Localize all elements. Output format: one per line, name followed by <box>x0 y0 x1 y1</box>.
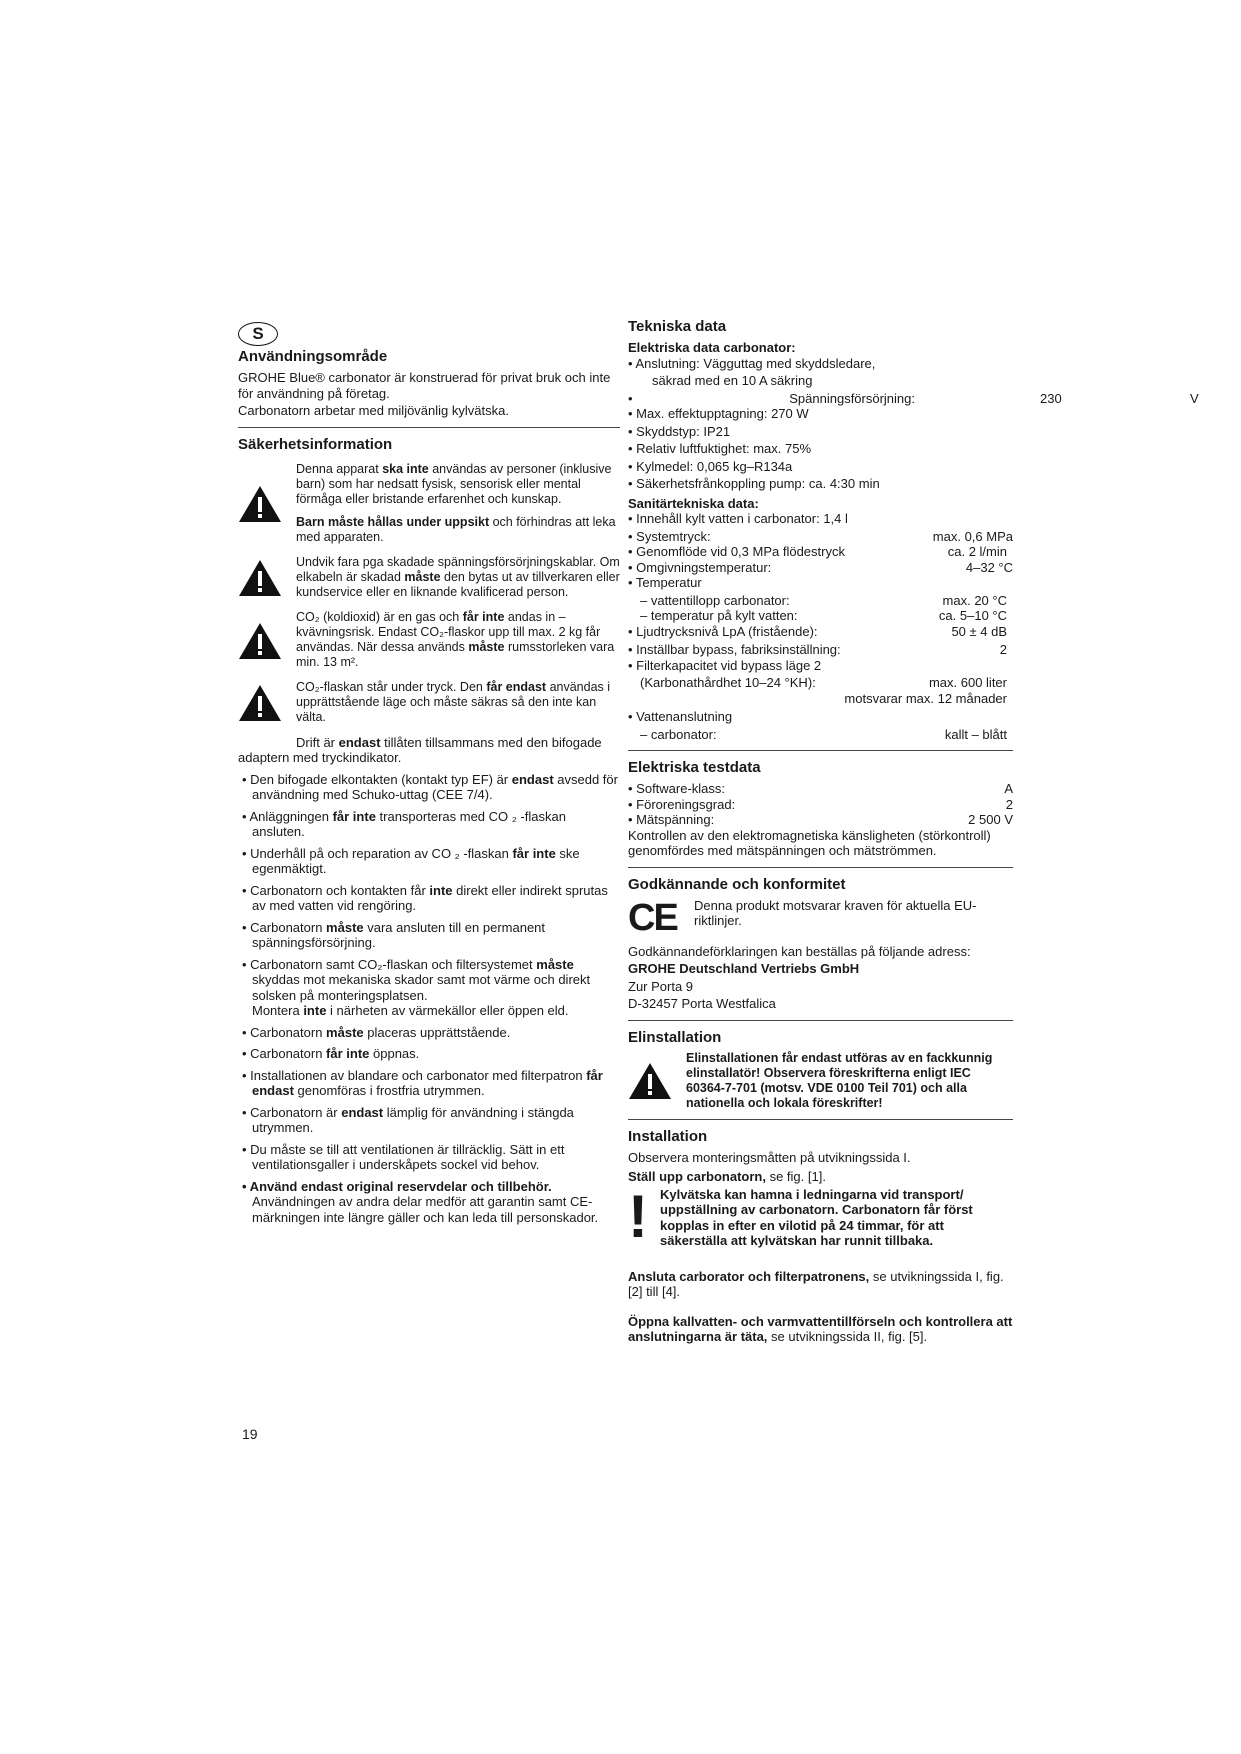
warning-block: CO₂-flaskan står under tryck. Den får endast användas i upprättstående läge och måste säkras så den inte kan välta. <box>238 680 620 727</box>
section-title-tech: Tekniska data <box>628 318 727 335</box>
spec-row: – vattentillopp carbonator: max. 20 °C <box>640 592 1007 608</box>
warning-block: Denna apparat ska inte användas av personer (inklusive barn) som har nedsatt fysisk, sensorisk eller mental förmåga eller bristande erfarenhet och kunskap. Barn måste hållas under uppsikt och förhindras att leka med apparaten. <box>238 462 620 547</box>
spec-row: • Spänningsförsörjning: 230 V <box>628 390 1199 406</box>
warning-block: Elinstallationen får endast utföras av en fackkunnig elinstallatör! Observera föreskrifterna enligt IEC 60364-7-701 (motsv. VDE 0100 Teil 701) och alla nationella och lokala föreskrifter! <box>628 1051 1013 1111</box>
spec-row: • Inställbar bypass, fabriksinställning: 2 <box>628 642 1007 657</box>
spec-line: • Temperatur <box>628 575 702 590</box>
section-title-installation: Installation <box>628 1127 708 1145</box>
spec-line: • Max. effektupptagning: 270 W <box>628 406 809 421</box>
address-line: Zur Porta 9 <box>628 978 694 994</box>
list-item: • Carbonatorn är endast lämplig för användning i stängda utrymmen. <box>242 1104 574 1135</box>
list-item: • Carbonatorn och kontakten får inte direkt eller indirekt sprutas av med vatten vid rengöring. <box>242 882 608 913</box>
section-title-safety: Säkerhetsinformation <box>238 435 393 453</box>
paragraph: GROHE Blue® carbonator är konstruerad för privat bruk och inte för användning på företag. <box>238 370 611 401</box>
spec-line: • Filterkapacitet vid bypass läge 2 <box>628 657 822 673</box>
list-item: • Anläggningen får inte transporteras med CO ₂ -flaskan ansluten. <box>242 808 566 839</box>
warning-triangle-icon <box>238 485 282 523</box>
paragraph: Kontrollen av den elektromagnetiska känsligheten (störkontroll) genomfördes med mätspänningen och mätströmmen. <box>628 827 991 858</box>
warning-triangle-icon <box>238 559 282 597</box>
warning-triangle-icon <box>628 1062 672 1100</box>
list-item: • Underhåll på och reparation av CO ₂ -flaskan får inte ske egenmäktigt. <box>242 845 580 876</box>
warning-block: CO₂ (koldioxid) är en gas och får inte andas in – kvävningsrisk. Endast CO₂-flaskor upp till max. 2 kg får användas. När dessa används måste rumsstorleken vara min. 13 m². <box>238 610 620 672</box>
spec-line: • Säkerhetsfrånkoppling pump: ca. 4:30 min <box>628 476 880 491</box>
spec-line: • Kylmedel: 0,065 kg–R134a <box>628 458 793 474</box>
warning-block: Undvik fara pga skadade spänningsförsörjningskablar. Om elkabeln är skadad måste den bytas ut av tillverkaren eller kundservice eller en liknande kvalificerad person. <box>238 555 620 602</box>
paragraph: Godkännandeförklaringen kan beställas på följande adress: <box>628 943 971 959</box>
list-item: • Carbonatorn samt CO₂-flaskan och filtersystemet måste skyddas mot mekaniska skador samt mot värme och direkt solsken på monteringsplatsen. Montera inte i närheten av värmekällor eller öppen eld. <box>242 956 591 1018</box>
list-item: • Carbonatorn måste placeras upprättstående. <box>242 1024 511 1040</box>
section-title-use: Användningsområde <box>238 348 388 365</box>
ce-block <box>628 898 1013 938</box>
spec-row: motsvarar max. 12 månader <box>844 690 1007 706</box>
spec-line: • Anslutning: Vägguttag med skyddsledare, <box>628 355 876 371</box>
spec-row: – carbonator: kallt – blått <box>640 726 1007 742</box>
spec-row: • Software-klass: A <box>628 781 1013 796</box>
section-title-approval: Godkännande och konformitet <box>628 875 846 893</box>
divider <box>238 427 620 428</box>
spec-row: • Omgivningstemperatur: 4–32 °C <box>628 559 1013 575</box>
paragraph: Observera monteringsmåtten på utvikningssida I. <box>628 1149 911 1165</box>
spec-line: • Innehåll kylt vatten i carbonator: 1,4 l <box>628 511 848 526</box>
paragraph: Öppna kallvatten- och varmvattentillförseln och kontrollera att anslutningarna är täta, se utvikningssida II, fig. [5]. <box>628 1313 1013 1344</box>
spec-row: (Karbonathårdhet 10–24 °KH): max. 600 liter <box>640 675 1007 690</box>
exclamation-icon: ! <box>628 1182 648 1250</box>
spec-line: • Vattenanslutning <box>628 709 733 724</box>
paragraph: Ställ upp carbonatorn, se fig. [1]. <box>628 1169 826 1184</box>
spec-row: • Mätspänning: 2 500 V <box>628 812 1013 827</box>
subheading: Elektriska data carbonator: <box>628 340 796 355</box>
address-line: D-32457 Porta Westfalica <box>628 996 776 1011</box>
spec-row: • Genomflöde vid 0,3 MPa flödestryck ca. 2 l/min <box>628 544 1007 559</box>
list-item: • Installationen av blandare och carbonator med filterpatron får endast genomföras i frostfria utrymmen. <box>242 1067 603 1098</box>
spec-line: säkrad med en 10 A säkring <box>652 373 813 388</box>
warning-triangle-icon <box>238 684 282 722</box>
divider <box>628 1119 1013 1120</box>
list-item: • Carbonatorn måste vara ansluten till en permanent spänningsförsörjning. <box>242 919 546 950</box>
company-name: GROHE Deutschland Vertriebs GmbH <box>628 961 860 976</box>
paragraph: Denna produkt motsvarar kraven för aktuella EU-riktlinjer. <box>694 897 977 928</box>
ce-mark-icon: CE <box>628 896 677 939</box>
list-item: • Den bifogade elkontakten (kontakt typ EF) är endast avsedd för användning med Schuko-uttag (CEE 7/4). <box>242 771 618 802</box>
warning-triangle-icon <box>238 622 282 660</box>
spec-row: • Föroreningsgrad: 2 <box>628 796 1013 812</box>
language-badge: S <box>238 322 278 346</box>
divider <box>628 750 1013 751</box>
section-title-test: Elektriska testdata <box>628 759 761 776</box>
caution-block: ! Kylvätska kan hamna i ledningarna vid transport/ uppställning av carbonatorn. Carbonatorn får först kopplas in efter en vilotid på 24 timmar, för att säkerställa att kylvätskan har runnit tillbaka. <box>628 1182 973 1250</box>
spec-row: • Systemtryck: max. 0,6 MPa <box>628 528 1013 544</box>
paragraph: Carbonatorn arbetar med miljövänlig kylvätska. <box>238 403 509 418</box>
spec-line: • Relativ luftfuktighet: max. 75% <box>628 441 812 456</box>
divider <box>628 1020 1013 1021</box>
list-item: • Carbonatorn får inte öppnas. <box>242 1046 420 1061</box>
list-item: • Använd endast original reservdelar och tillbehör. Användningen av andra delar medför att garantin samt CE-märkningen inte längre gäller och kan leda till personskador. <box>242 1178 599 1225</box>
divider <box>628 867 1013 868</box>
page-number: 19 <box>242 1426 258 1442</box>
list-item: • Du måste se till att ventilationen är tillräcklig. Sätt in ett ventilationsgaller i underskåpets sockel vid behov. <box>242 1141 565 1172</box>
spec-row: • Ljudtrycksnivå LpA (fristående): 50 ± 4 dB <box>628 623 1007 639</box>
subheading: Sanitärtekniska data: <box>628 495 759 511</box>
paragraph: Ansluta carborator och filterpatronens, se utvikningssida I, fig. [2] till [4]. <box>628 1268 1004 1299</box>
left-column <box>238 322 620 1229</box>
spec-row: – temperatur på kylt vatten: ca. 5–10 °C <box>640 608 1007 623</box>
paragraph: Drift är endast tillåten tillsammans med den bifogade adaptern med tryckindikator. <box>238 734 602 765</box>
right-column <box>628 318 1199 1347</box>
spec-line: • Skyddstyp: IP21 <box>628 423 731 439</box>
section-title-elinstallation: Elinstallation <box>628 1028 722 1046</box>
